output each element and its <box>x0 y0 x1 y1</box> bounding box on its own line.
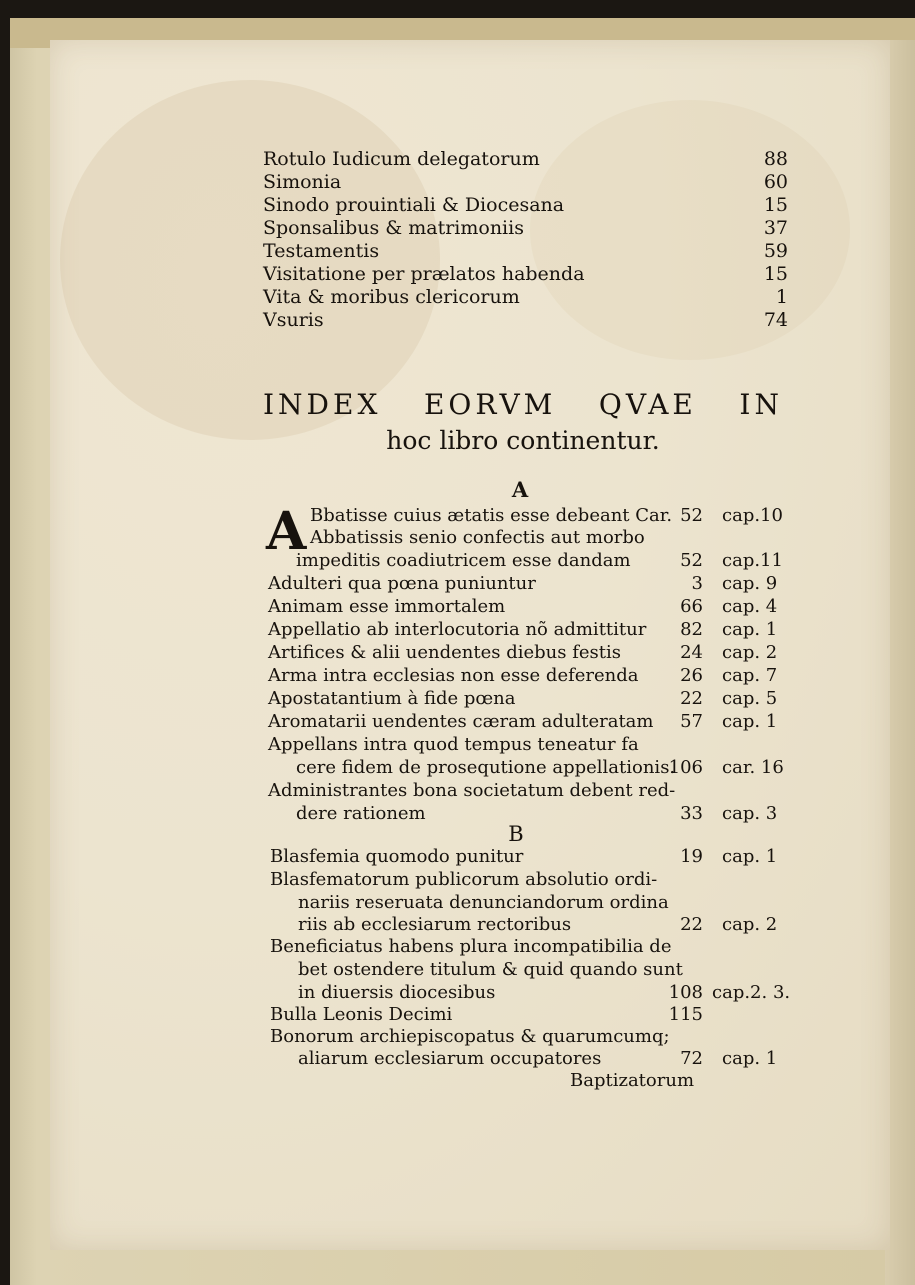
entry-cap: cap.2. 3. <box>712 982 791 1003</box>
water-stain <box>530 100 850 360</box>
entry-text: riis ab ecclesiarum rectoribus <box>298 914 572 935</box>
entry-text: Appellans intra quod tempus teneatur fa <box>268 734 639 755</box>
entry-cap: car. 16 <box>722 757 784 778</box>
entry-carta: 19 <box>680 846 703 867</box>
entry-carta: 22 <box>680 688 703 709</box>
entry-text: nariis reseruata denunciandorum ordina <box>298 892 669 913</box>
entry-carta: 57 <box>680 711 703 732</box>
entry-text: cere fidem de prosequtione appellationis. <box>296 757 676 778</box>
entry-carta: 66 <box>680 596 703 617</box>
toc-number: 88 <box>763 148 788 170</box>
entry-carta: 72 <box>680 1048 703 1069</box>
toc-number: 37 <box>763 217 788 239</box>
entry-text: Blasfematorum publicorum absolutio ordi- <box>270 869 658 890</box>
toc-label: Sinodo prouintiali & Diocesana <box>263 194 565 216</box>
section-letter-b: B <box>508 822 524 846</box>
entry-carta: 3 <box>691 573 703 594</box>
entry-carta: 24 <box>680 642 703 663</box>
entry-cap: cap. 9 <box>722 573 778 594</box>
entry-text: in diuersis diocesibus <box>298 982 496 1003</box>
entry-carta: 106 <box>668 757 703 778</box>
index-heading: INDEX EORVM QVAE IN <box>263 388 783 421</box>
entry-text: Bonorum archiepiscopatus & quarumcumq; <box>270 1026 670 1047</box>
toc-number: 74 <box>763 309 788 331</box>
entry-text: Arma intra ecclesias non esse deferenda <box>268 665 639 686</box>
entry-text: aliarum ecclesiarum occupatores <box>298 1048 602 1069</box>
entry-cap: cap. 4 <box>722 596 778 617</box>
water-stain <box>60 80 440 440</box>
entry-text: impeditis coadiutricem esse dandam <box>296 550 631 571</box>
drop-cap: A <box>266 501 307 562</box>
toc-label: Simonia <box>263 171 342 193</box>
entry-carta: 22 <box>680 914 703 935</box>
entry-carta: 82 <box>680 619 703 640</box>
toc-label: Visitatione per prælatos habenda <box>263 263 585 285</box>
entry-text: Bulla Leonis Decimi <box>270 1004 453 1025</box>
toc-number: 60 <box>763 171 788 193</box>
entry-text: Beneficiatus habens plura incompatibilia de <box>270 936 672 957</box>
entry-cap: cap. 7 <box>722 665 778 686</box>
entry-text: Appellatio ab interlocutoria nõ admittitur <box>268 619 647 640</box>
entry-cap: cap. 1 <box>722 619 778 640</box>
entry-carta: 52 <box>680 505 703 526</box>
entry-cap: cap.10 <box>722 505 783 526</box>
entry-text: bet ostendere titulum & quid quando sunt <box>298 959 683 980</box>
toc-number: 15 <box>763 263 788 285</box>
index-subheading: hoc libro continentur. <box>386 426 660 455</box>
entry-cap: cap. 5 <box>722 688 778 709</box>
entry-carta: 108 <box>668 982 703 1003</box>
toc-label: Vita & moribus clericorum <box>263 286 520 308</box>
entry-cap: cap.11 <box>722 550 783 571</box>
section-letter-a: A <box>511 477 529 502</box>
toc-label: Vsuris <box>263 309 324 331</box>
entry-text: Abbatissis senio confectis aut morbo <box>310 527 645 548</box>
catchword: Baptizatorum <box>570 1070 695 1091</box>
toc-number: 1 <box>775 286 788 308</box>
entry-text: Adulteri qua pœna puniuntur <box>268 573 536 594</box>
toc-label: Sponsalibus & matrimoniis <box>263 217 524 239</box>
entry-cap: cap. 3 <box>722 803 778 824</box>
entry-cap: cap. 2 <box>722 914 778 935</box>
entry-cap: cap. 2 <box>722 642 778 663</box>
entry-carta: 115 <box>668 1004 703 1025</box>
entry-text: Administrantes bona societatum debent red- <box>268 780 676 801</box>
entry-text: Animam esse immortalem <box>268 596 506 617</box>
toc-label: Rotulo Iudicum delegatorum <box>263 148 540 170</box>
toc-label: Testamentis <box>263 240 380 262</box>
entry-cap: cap. 1 <box>722 1048 778 1069</box>
entry-text: Apostatantium à fide pœna <box>268 688 516 709</box>
entry-text: Blasfemia quomodo punitur <box>270 846 524 867</box>
entry-text: Artifices & alii uendentes diebus festis <box>268 642 621 663</box>
toc-number: 59 <box>763 240 788 262</box>
entry-carta: 26 <box>680 665 703 686</box>
entry-carta: 52 <box>680 550 703 571</box>
entry-cap: cap. 1 <box>722 846 778 867</box>
entry-text: Aromatarii uendentes cæram adulteratam <box>268 711 654 732</box>
entry-text: dere rationem <box>296 803 426 824</box>
entry-text: Bbatisse cuius ætatis esse debeant Car. <box>310 505 673 526</box>
toc-number: 15 <box>763 194 788 216</box>
entry-carta: 33 <box>680 803 703 824</box>
entry-cap: cap. 1 <box>722 711 778 732</box>
